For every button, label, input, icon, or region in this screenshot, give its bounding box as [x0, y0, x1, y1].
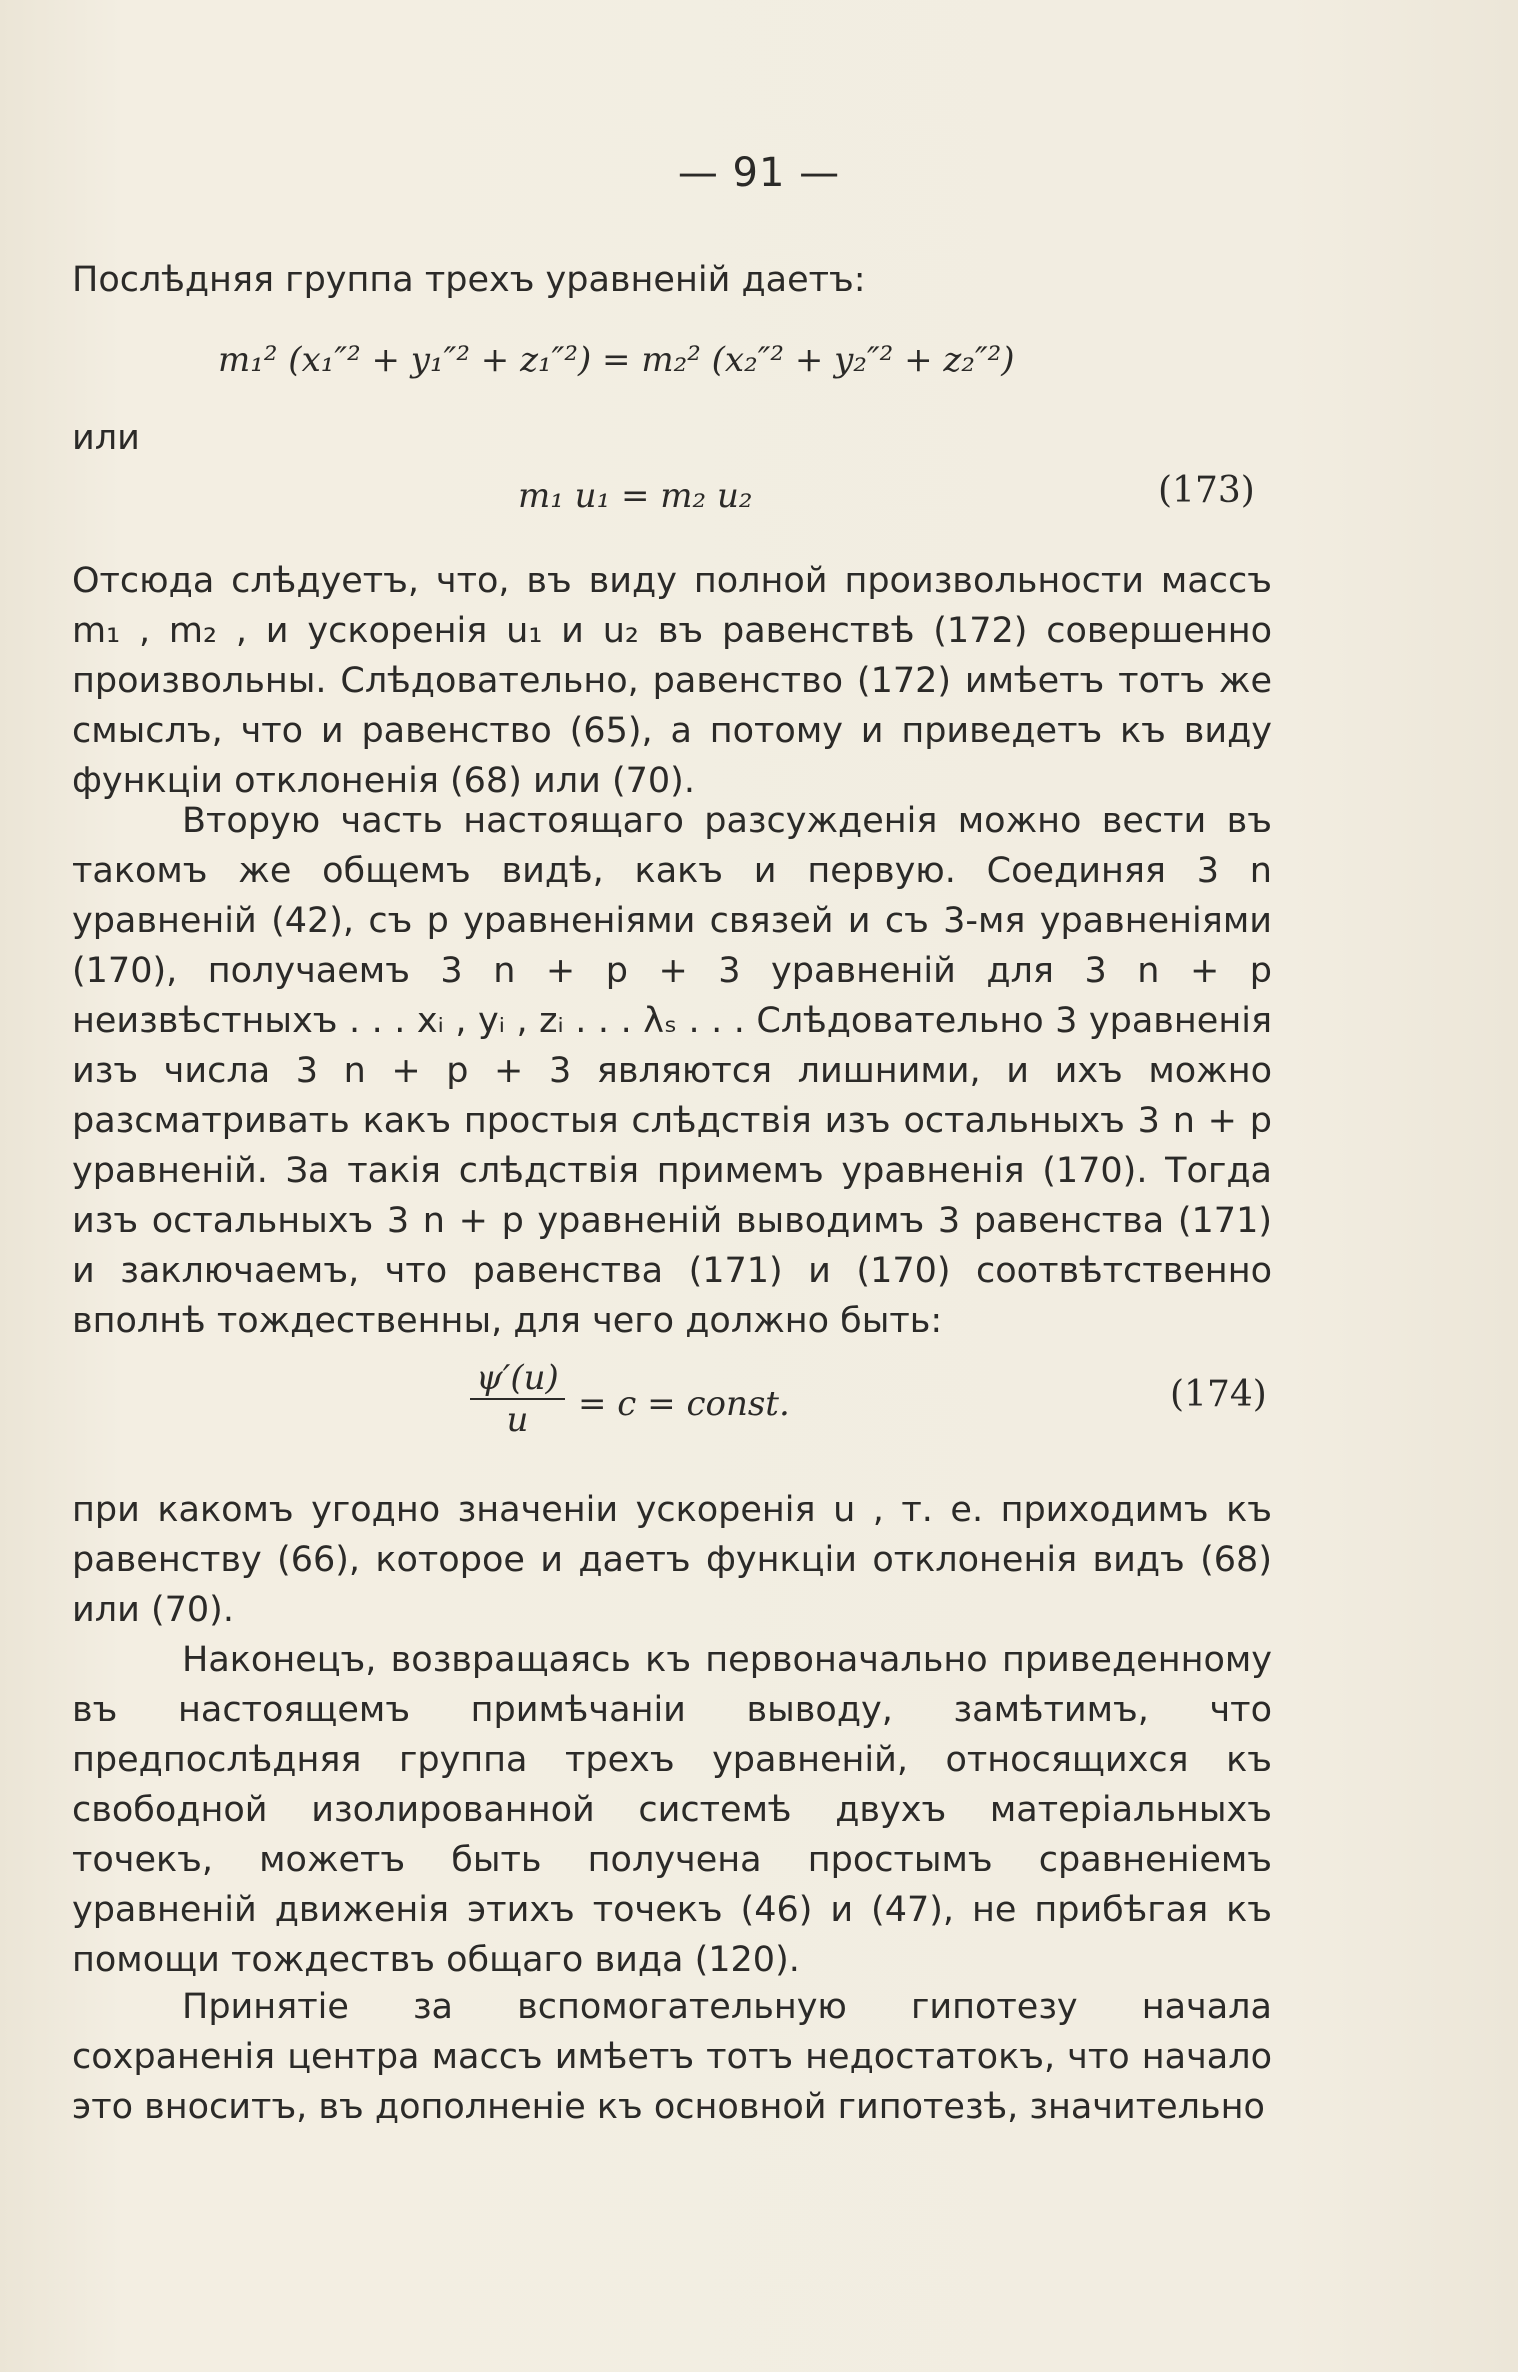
- paragraph-5-text: Принятіе за вспомогательную гипотезу начала сохраненія центра массъ имѣетъ тотъ недостатокъ, что начало это вноситъ, въ дополненіе къ основной гипотезѣ, значительно: [72, 1987, 1272, 2127]
- paragraph-2: [72, 796, 1272, 1346]
- paragraph-4: [72, 1635, 1272, 1985]
- equation-number-173: (173): [1158, 470, 1255, 511]
- or-word: или: [72, 418, 140, 458]
- paragraph-1-text: Отсюда слѣдуетъ, что, въ виду полной произвольности массъ m₁ , m₂ , и ускоренія u₁ и u₂ въ равенствѣ (172) совершенно произвольны. Слѣдовательно, равенство (172) имѣетъ тотъ же смыслъ, что и равенство (65), а потому и приведетъ къ виду функціи отклоненія (68) или (70).: [72, 561, 1272, 801]
- equation-174-denominator: u: [506, 1400, 529, 1440]
- page-number: — 91 —: [677, 150, 841, 196]
- paragraph-5: [72, 1982, 1272, 2132]
- paragraph-3-text: при какомъ угодно значеніи ускоренія u , т. е. приходимъ къ равенству (66), которое и даетъ функціи отклоненія видъ (68) или (70).: [72, 1490, 1272, 1630]
- equation-174-fraction: [470, 1358, 565, 1440]
- equation-mass-acceleration-group: m₁² (x₁″² + y₁″² + z₁″²) = m₂² (x₂″² + y₂″² + z₂″²): [218, 340, 1015, 380]
- paragraph-3: [72, 1485, 1272, 1635]
- equation-173: m₁ u₁ = m₂ u₂: [518, 476, 753, 516]
- intro-line: Послѣдняя группа трехъ уравненій даетъ:: [72, 260, 866, 300]
- equation-number-174: (174): [1170, 1374, 1267, 1415]
- equation-174-numerator: ψ′(u): [470, 1358, 565, 1400]
- paragraph-2-text: Вторую часть настоящаго разсужденія можно вести въ такомъ же общемъ видѣ, какъ и первую. Соединяя 3 n уравненій (42), съ p уравненіями связей и съ 3-мя уравненіями (170), получаемъ 3 n + p + 3 уравненій для 3 n + p неизвѣстныхъ . . . xᵢ , yᵢ , zᵢ . . . λₛ . . . Слѣдовательно 3 уравненія изъ числа 3 n + p + 3 являются лишними, и ихъ можно разсматривать какъ простыя слѣдствія изъ остальныхъ 3 n + p уравненій. За такія слѣдствія примемъ уравненія (170). Тогда изъ остальныхъ 3 n + p уравненій выводимъ 3 равенства (171) и заключаемъ, что равенства (171) и (170) соотвѣтственно вполнѣ тождественны, для чего должно быть:: [72, 801, 1272, 1341]
- equation-174-rest: = c = const.: [578, 1384, 790, 1424]
- paragraph-4-text: Наконецъ, возвращаясь къ первоначально приведенному въ настоящемъ примѣчаніи выводу, замѣтимъ, что предпослѣдняя группа трехъ уравненій, относящихся къ свободной изолированной системѣ двухъ матеріальныхъ точекъ, можетъ быть получена простымъ сравненіемъ уравненій движенія этихъ точекъ (46) и (47), не прибѣгая къ помощи тождествъ общаго вида (120).: [72, 1640, 1272, 1980]
- paragraph-1: [72, 556, 1272, 806]
